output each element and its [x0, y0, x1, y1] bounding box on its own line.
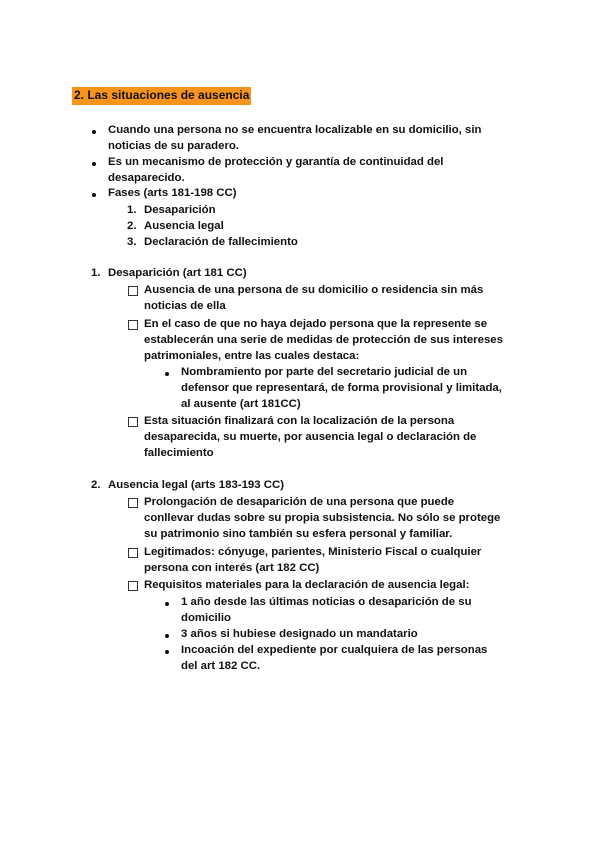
phase-number: 3.: [127, 236, 137, 248]
checkbox-icon[interactable]: [128, 417, 138, 427]
s2-sub-2-line-1: 3 años si hubiese designado un mandatario: [181, 628, 418, 640]
s1-item-2-line-1: En el caso de que no haya dejado persona que la represente se: [144, 318, 488, 330]
s2-item-1-line-3: su patrimonio sino también su esfera personal y familiar.: [144, 528, 453, 540]
section-1-title: Desaparición (art 181 CC): [108, 267, 247, 279]
s2-item-3-line-1: Requisitos materiales para la declaración de ausencia legal:: [144, 579, 470, 591]
checkbox-icon[interactable]: [128, 548, 138, 558]
s1-item-1-line-1: Ausencia de una persona de su domicilio o residencia sin más: [144, 284, 484, 296]
s1-item-2-line-2: establecerán una serie de medidas de protección de sus intereses: [144, 334, 503, 346]
s1-item-2-line-3: patrimoniales, entre las cuales destaca:: [144, 350, 360, 362]
intro-bullet-3: Fases (arts 181-198 CC): [108, 187, 237, 199]
s1-item-1-line-2: noticias de ella: [144, 300, 226, 312]
s2-item-1-line-2: conllevar dudas sobre su propia subsistencia. No sólo se protege: [144, 512, 501, 524]
s1-item-3-line-3: fallecimiento: [144, 447, 214, 459]
section-1-number: 1.: [91, 267, 101, 279]
bullet-icon: [165, 650, 169, 654]
section-2-title: Ausencia legal (arts 183-193 CC): [108, 479, 284, 491]
bullet-icon: [92, 130, 96, 134]
phase-number: 1.: [127, 204, 137, 216]
intro-bullet-2-line-2: desaparecido.: [108, 172, 185, 184]
s2-item-2-line-1: Legitimados: cónyuge, parientes, Ministerio Fiscal o cualquier: [144, 546, 482, 558]
s1-sub-1-line-1: Nombramiento por parte del secretario judicial de un: [181, 366, 468, 378]
s1-sub-1-line-2: defensor que representará, de forma provisional y limitada,: [181, 382, 502, 394]
bullet-icon: [165, 372, 169, 376]
checkbox-icon[interactable]: [128, 286, 138, 296]
bullet-icon: [165, 634, 169, 638]
intro-bullet-1-line-2: noticias de su paradero.: [108, 140, 240, 152]
checkbox-icon[interactable]: [128, 320, 138, 330]
bullet-icon: [92, 162, 96, 166]
bullet-icon: [92, 193, 96, 197]
s1-sub-1-line-3: al ausente (art 181CC): [181, 398, 301, 410]
s2-sub-3-line-2: del art 182 CC.: [181, 660, 261, 672]
section-heading: 2. Las situaciones de ausencia: [72, 87, 251, 105]
s2-sub-1-line-2: domicilio: [181, 612, 231, 624]
s1-item-3-line-2: desaparecida, su muerte, por ausencia legal o declaración de: [144, 431, 477, 443]
phase-number: 2.: [127, 220, 137, 232]
phase-item-3: Declaración de fallecimiento: [144, 236, 298, 248]
checkbox-icon[interactable]: [128, 581, 138, 591]
phase-item-1: Desaparición: [144, 204, 216, 216]
phase-item-2: Ausencia legal: [144, 220, 224, 232]
s2-sub-3-line-1: Incoación del expediente por cualquiera de las personas: [181, 644, 488, 656]
intro-bullet-1-line-1: Cuando una persona no se encuentra localizable en su domicilio, sin: [108, 124, 482, 136]
s2-item-1-line-1: Prolongación de desaparición de una persona que puede: [144, 496, 455, 508]
intro-bullet-2-line-1: Es un mecanismo de protección y garantía de continuidad del: [108, 156, 444, 168]
section-2-number: 2.: [91, 479, 101, 491]
bullet-icon: [165, 602, 169, 606]
s1-item-3-line-1: Esta situación finalizará con la localización de la persona: [144, 415, 455, 427]
s2-sub-1-line-1: 1 año desde las últimas noticias o desaparición de su: [181, 596, 472, 608]
s2-item-2-line-2: persona con interés (art 182 CC): [144, 562, 320, 574]
checkbox-icon[interactable]: [128, 498, 138, 508]
